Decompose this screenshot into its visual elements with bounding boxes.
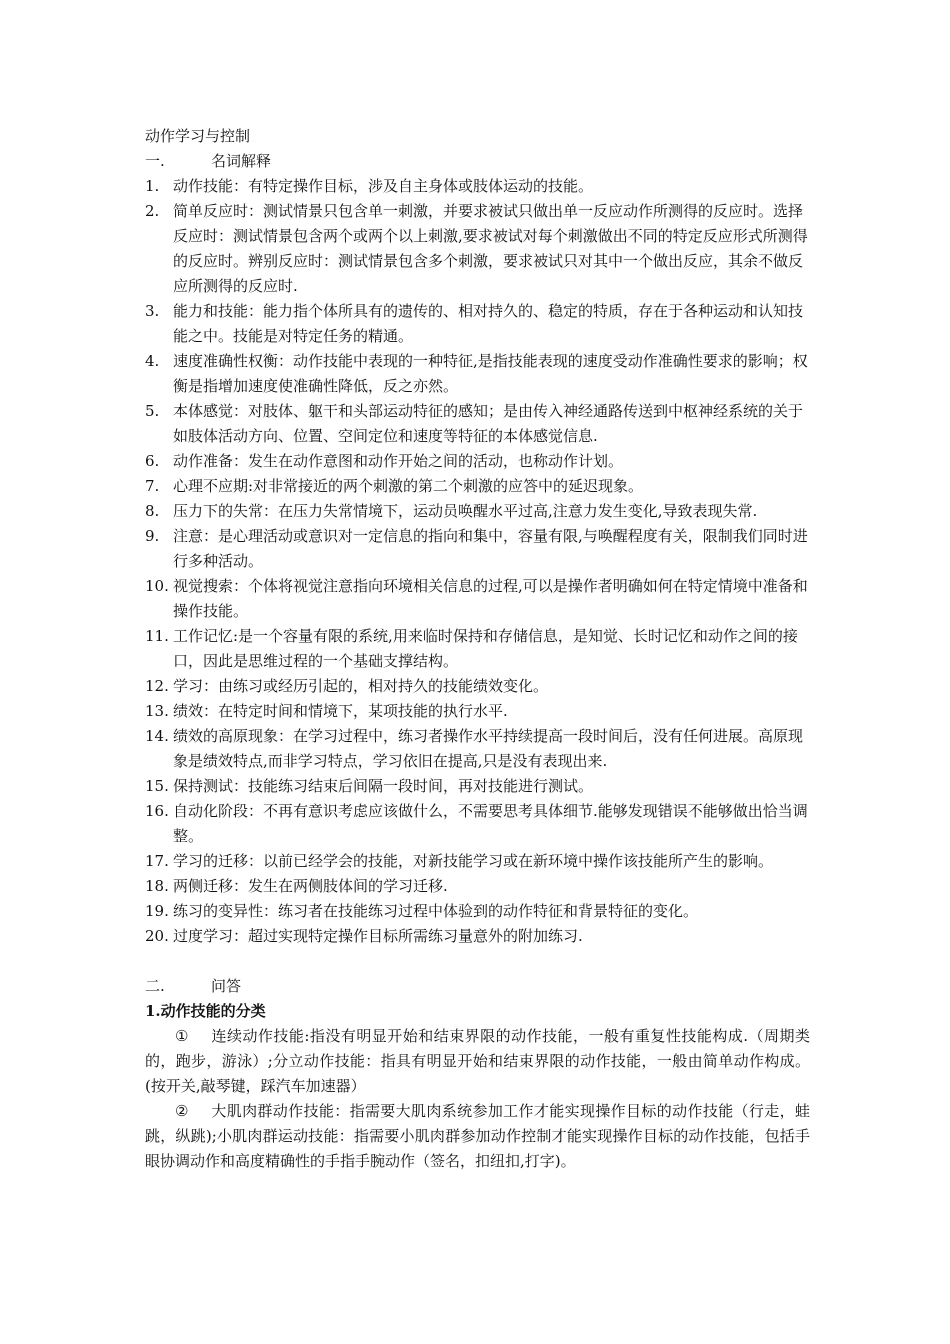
item-text: 压力下的失常：在压力失常情境下，运动员唤醒水平过高,注意力发生变化,导致表现失常. [173, 502, 758, 520]
item-text: 工作记忆:是一个容量有限的系统,用来临时保持和存储信息，是知觉、长时记忆和动作之间的接口，因此是思维过程的一个基础支撑结构。 [173, 627, 798, 670]
item-number: 7. [145, 477, 160, 495]
item-number: 2. [145, 202, 160, 220]
list-item [145, 199, 810, 299]
paragraph-text: 连续动作技能:指没有明显开始和结束界限的动作技能，一般有重复性技能构成.（周期类的，跑步，游泳）;分立动作技能：指具有明显开始和结束界限的动作技能，一般由简单动作构成。(按开关,敲琴键，踩汽车加速器） [145, 1027, 810, 1095]
item-number: 10. [145, 577, 169, 595]
item-number: 16. [145, 802, 169, 820]
item-number: 5. [145, 402, 160, 420]
item-number: 9. [145, 527, 160, 545]
circled-number: ② [175, 1102, 189, 1120]
list-item [145, 299, 810, 349]
document-page [145, 124, 810, 1174]
item-number: 8. [145, 502, 160, 520]
section-number: 一. [145, 152, 165, 170]
circled-number: ① [175, 1027, 189, 1045]
list-item [145, 349, 810, 399]
answer-paragraph [145, 1099, 810, 1174]
list-item [145, 399, 810, 449]
item-number: 6. [145, 452, 160, 470]
terms-list [145, 174, 810, 949]
item-number: 19. [145, 902, 169, 920]
item-text: 学习：由练习或经历引起的，相对持久的技能绩效变化。 [173, 677, 549, 695]
item-text: 自动化阶段：不再有意识考虑应该做什么，不需要思考具体细节.能够发现错误不能够做出恰当调整。 [173, 802, 808, 845]
blank-line [145, 949, 810, 974]
item-text: 心理不应期:对非常接近的两个刺激的第二个刺激的应答中的延迟现象。 [173, 477, 644, 495]
item-text: 绩效的高原现象：在学习过程中，练习者操作水平持续提高一段时间后，没有任何进展。高原现象是绩效特点,而非学习特点，学习依旧在提高,只是没有表现出来. [173, 727, 804, 770]
answer-paragraph [145, 1024, 810, 1099]
item-number: 17. [145, 852, 169, 870]
item-number: 3. [145, 302, 160, 320]
list-item [145, 799, 810, 849]
list-item [145, 174, 810, 199]
list-item [145, 924, 810, 949]
item-number: 14. [145, 727, 169, 745]
list-item [145, 449, 810, 474]
item-number: 4. [145, 352, 160, 370]
item-text: 学习的迁移：以前已经学会的技能，对新技能学习或在新环境中操作该技能所产生的影响。 [173, 852, 774, 870]
list-item [145, 724, 810, 774]
section-title: 名词解释 [211, 152, 272, 170]
item-text: 动作技能：有特定操作目标，涉及自主身体或肢体运动的技能。 [173, 177, 594, 195]
paragraph-text: 大肌肉群动作技能：指需要大肌肉系统参加工作才能实现操作目标的动作技能（行走，蛙跳，纵跳);小肌肉群运动技能：指需要小肌肉群参加动作控制才能实现操作目标的动作技能，包括手眼协调动作和高度精确性的手指手腕动作（签名，扣纽扣,打字)。 [145, 1102, 810, 1170]
item-number: 20. [145, 927, 169, 945]
item-text: 简单反应时：测试情景只包含单一刺激，并要求被试只做出单一反应动作所测得的反应时。选择反应时：测试情景包含两个或两个以上刺激,要求被试对每个刺激做出不同的特定反应形式所测得的反应时。辨别反应时：测试情景包含多个刺激，要求被试只对其中一个做出反应，其余不做反应所测得的反应时. [173, 202, 808, 295]
list-item [145, 574, 810, 624]
question-heading: 1.动作技能的分类 [145, 1002, 266, 1020]
item-number: 1. [145, 177, 160, 195]
item-number: 12. [145, 677, 169, 695]
list-item [145, 624, 810, 674]
section-number: 二. [145, 977, 165, 995]
list-item [145, 699, 810, 724]
item-number: 13. [145, 702, 169, 720]
item-text: 能力和技能：能力指个体所具有的遗传的、相对持久的、稳定的特质，存在于各种运动和认知技能之中。技能是对特定任务的精通。 [173, 302, 804, 345]
item-text: 注意：是心理活动或意识对一定信息的指向和集中，容量有限,与唤醒程度有关，限制我们同时进行多种活动。 [173, 527, 808, 570]
item-number: 18. [145, 877, 169, 895]
list-item [145, 874, 810, 899]
section-heading-qa [145, 974, 810, 999]
item-number: 15. [145, 777, 169, 795]
list-item [145, 674, 810, 699]
document-title: 动作学习与控制 [145, 127, 251, 145]
item-text: 两侧迁移：发生在两侧肢体间的学习迁移. [173, 877, 448, 895]
item-text: 视觉搜索：个体将视觉注意指向环境相关信息的过程,可以是操作者明确如何在特定情境中准备和操作技能。 [173, 577, 808, 620]
list-item [145, 524, 810, 574]
list-item [145, 849, 810, 874]
list-item [145, 499, 810, 524]
item-text: 保持测试：技能练习结束后间隔一段时间，再对技能进行测试。 [173, 777, 594, 795]
item-number: 11. [145, 627, 169, 645]
item-text: 速度准确性权衡：动作技能中表现的一种特征,是指技能表现的速度受动作准确性要求的影响；权衡是指增加速度使准确性降低，反之亦然。 [173, 352, 808, 395]
item-text: 绩效：在特定时间和情境下，某项技能的执行水平. [173, 702, 508, 720]
item-text: 过度学习：超过实现特定操作目标所需练习量意外的附加练习. [173, 927, 583, 945]
list-item [145, 899, 810, 924]
list-item [145, 774, 810, 799]
item-text: 本体感觉：对肢体、躯干和头部运动特征的感知；是由传入神经通路传送到中枢神经系统的关于如肢体活动方向、位置、空间定位和速度等特征的本体感觉信息. [173, 402, 804, 445]
section-title: 问答 [211, 977, 242, 995]
section-heading-definitions [145, 149, 810, 174]
list-item [145, 474, 810, 499]
item-text: 动作准备：发生在动作意图和动作开始之间的活动，也称动作计划。 [173, 452, 624, 470]
item-text: 练习的变异性：练习者在技能练习过程中体验到的动作特征和背景特征的变化。 [173, 902, 699, 920]
